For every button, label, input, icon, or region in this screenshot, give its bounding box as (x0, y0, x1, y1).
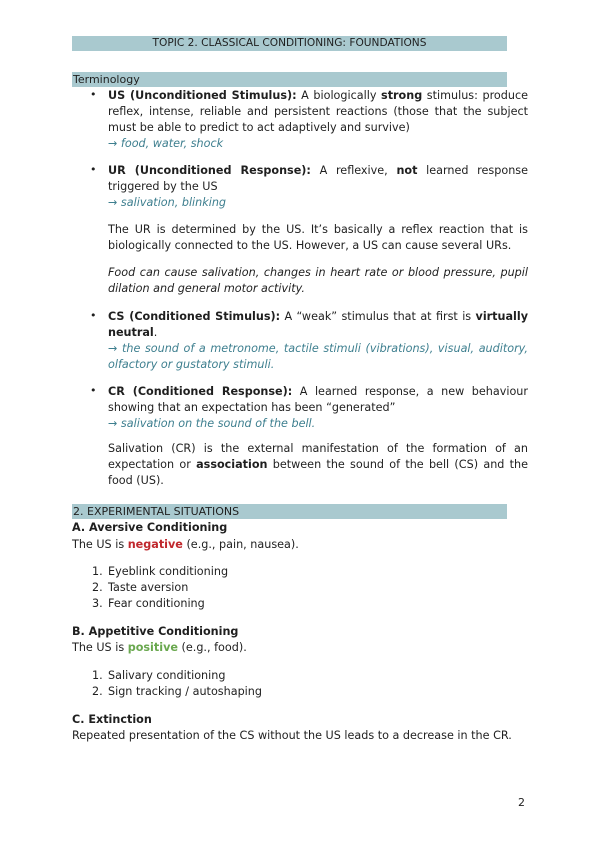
appetitive-title: B. Appetitive Conditioning (72, 625, 239, 638)
cr-example: → salivation on the sound of the bell. (108, 417, 316, 430)
aversive-item: Eyeblink conditioning (108, 565, 229, 578)
ur-term: UR (Unconditioned Response): (108, 164, 311, 177)
positive-keyword: positive (127, 641, 178, 654)
aversive-description: The US is negative (e.g., pain, nausea). (72, 538, 299, 551)
ur-definition: UR (Unconditioned Response): A reflexive, not learned response triggered by the US (108, 164, 528, 193)
bullet-cs: • (90, 309, 97, 322)
appetitive-item-number: 1. (92, 669, 103, 682)
cs-example: → the sound of a metronome, tactile stimuli (vibrations), visual, auditory, olfactory or gustatory stimuli. (108, 342, 528, 371)
us-definition: US (Unconditioned Stimulus): A biologically strong stimulus: produce reflex, intense, reliable and persistent reactions (those that the subject must be able to predict to act adaptively and survive) (108, 89, 528, 134)
cs-definition: CS (Conditioned Stimulus): A “weak” stimulus that at first is virtually neutral. (108, 310, 528, 339)
experimental-heading: 2. EXPERIMENTAL SITUATIONS (72, 504, 507, 519)
aversive-item: Taste aversion (108, 581, 189, 594)
ur-food-example: Food can cause salivation, changes in heart rate or blood pressure, pupil dilation and general motor activity. (108, 266, 528, 295)
extinction-text: Repeated presentation of the CS without the US leads to a decrease in the CR. (72, 729, 512, 742)
aversive-item-number: 3. (92, 597, 103, 610)
bullet-ur: • (90, 163, 97, 176)
aversive-item: Fear conditioning (108, 597, 205, 610)
ur-paragraph: The UR is determined by the US. It’s basically a reflex reaction that is biologically connected to the US. However, a US can cause several URs. (108, 223, 528, 252)
aversive-title: A. Aversive Conditioning (72, 521, 228, 534)
cr-definition: CR (Conditioned Response): A learned response, a new behaviour showing that an expectation has been “generated” (108, 385, 529, 414)
page-number: 2 (518, 796, 525, 809)
aversive-item-number: 1. (92, 565, 103, 578)
bullet-us: • (90, 88, 97, 101)
us-example: → food, water, shock (108, 137, 224, 150)
us-term: US (Unconditioned Stimulus): (108, 89, 297, 102)
terminology-heading: Terminology (72, 72, 507, 87)
appetitive-item: Sign tracking / autoshaping (108, 685, 262, 698)
appetitive-item: Salivary conditioning (108, 669, 226, 682)
appetitive-description: The US is positive (e.g., food). (72, 641, 247, 654)
cr-paragraph: Salivation (CR) is the external manifestation of the formation of an expectation or association between the sound of the bell (CS) and the food (US). (108, 442, 529, 487)
ur-example: → salivation, blinking (108, 196, 227, 209)
appetitive-item-number: 2. (92, 685, 103, 698)
cr-term: CR (Conditioned Response): (108, 385, 293, 398)
negative-keyword: negative (127, 538, 183, 551)
cs-term: CS (Conditioned Stimulus): (108, 310, 281, 323)
extinction-title: C. Extinction (72, 713, 152, 726)
aversive-item-number: 2. (92, 581, 103, 594)
topic-title: TOPIC 2. CLASSICAL CONDITIONING: FOUNDATIONS (72, 36, 507, 51)
bullet-cr: • (90, 384, 97, 397)
